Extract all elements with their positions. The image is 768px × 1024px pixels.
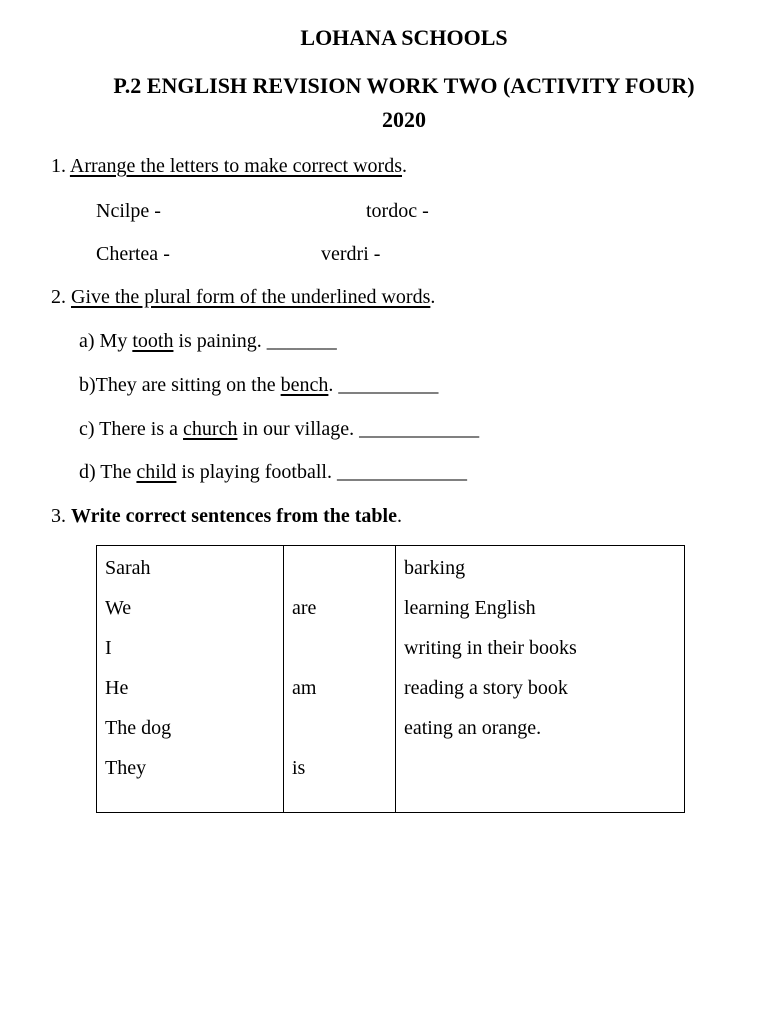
table-cell: eating an orange. bbox=[404, 717, 542, 739]
underlined-word: tooth bbox=[132, 330, 174, 352]
scrambled-word: Ncilpe - bbox=[96, 200, 161, 222]
underlined-word: bench bbox=[280, 374, 329, 396]
question-number: 1. bbox=[51, 155, 70, 177]
scrambled-word: tordoc - bbox=[366, 200, 429, 222]
question-instruction: Arrange the letters to make correct words bbox=[69, 155, 402, 177]
table-cell bbox=[292, 628, 387, 668]
worksheet-title: P.2 ENGLISH REVISION WORK TWO (ACTIVITY FOUR) bbox=[113, 73, 695, 98]
worksheet-year: 2020 bbox=[382, 107, 426, 132]
table-cell: The dog bbox=[105, 717, 172, 739]
question-1: 1. Arrange the letters to make correct words. bbox=[51, 155, 407, 177]
question-2: 2. Give the plural form of the underlined words. bbox=[51, 286, 436, 308]
underlined-word: church bbox=[183, 418, 238, 440]
verbs-column bbox=[284, 546, 396, 813]
table-cell: is bbox=[292, 757, 306, 779]
scrambled-word: verdri - bbox=[321, 243, 381, 265]
school-name: LOHANA SCHOOLS bbox=[300, 25, 508, 50]
table-cell: writing in their books bbox=[404, 637, 577, 659]
table-cell: learning English bbox=[404, 597, 536, 619]
table-cell: I bbox=[105, 637, 112, 659]
table-cell: We bbox=[105, 597, 132, 619]
table-cell: They bbox=[105, 757, 147, 779]
question-number: 3. bbox=[51, 505, 71, 527]
endings-column bbox=[396, 546, 685, 813]
underlined-word: child bbox=[136, 461, 177, 483]
table-cell: barking bbox=[404, 557, 466, 579]
plural-item: a) My tooth is paining. _______ bbox=[79, 330, 337, 352]
table-cell: are bbox=[292, 597, 317, 619]
plural-item: c) There is a church in our village. ____________ bbox=[79, 418, 480, 440]
question-3: 3. Write correct sentences from the table. bbox=[51, 505, 402, 527]
table-cell bbox=[292, 708, 387, 748]
scrambled-word: Chertea - bbox=[96, 243, 170, 265]
subjects-column bbox=[97, 546, 284, 813]
table-cell: am bbox=[292, 677, 317, 699]
table-cell: reading a story book bbox=[404, 677, 568, 699]
plural-item: d) The child is playing football. _____________ bbox=[79, 461, 467, 483]
question-number: 2. bbox=[51, 286, 71, 308]
plural-item: b)They are sitting on the bench. __________ bbox=[79, 374, 439, 396]
question-instruction: Give the plural form of the underlined words bbox=[71, 286, 431, 308]
substitution-table bbox=[96, 545, 685, 813]
table-cell bbox=[292, 548, 387, 588]
question-instruction: Write correct sentences from the table bbox=[71, 505, 397, 527]
table-cell: He bbox=[105, 677, 129, 699]
table-cell: Sarah bbox=[105, 557, 151, 579]
